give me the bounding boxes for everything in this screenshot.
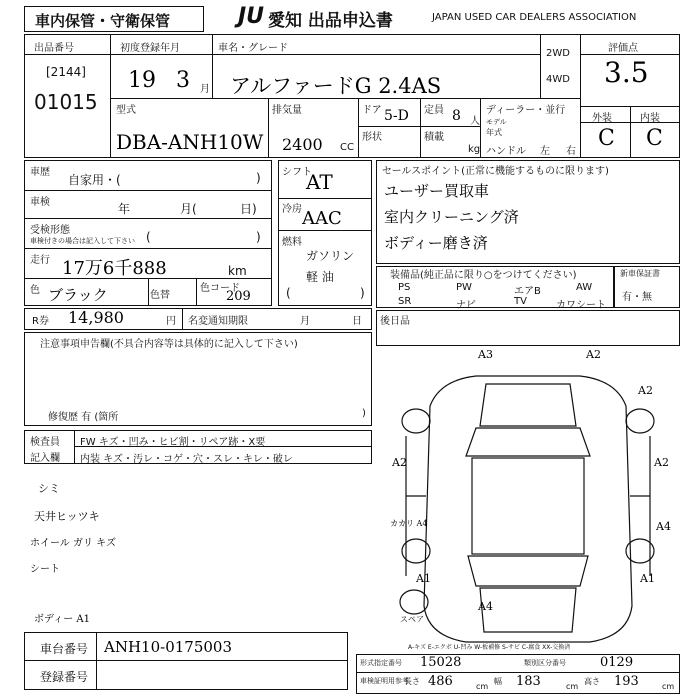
diagram-spare: スペア: [400, 615, 424, 624]
remark-5: ボディー A1: [34, 614, 90, 625]
mark-a1-right: A1: [640, 572, 655, 585]
spec-hei-value: 193: [614, 674, 639, 689]
capacity-label: 定員: [424, 105, 444, 116]
certificate-open: (: [146, 230, 151, 244]
aircon-value: AAC: [302, 208, 342, 229]
spec-len-unit: cm: [476, 682, 489, 691]
inspection-day: 日): [240, 202, 257, 216]
equipment-label: 装備品(純正品に限り○をつけてください): [390, 270, 577, 281]
form-title: 愛知 出品申込書: [268, 11, 393, 31]
mark-a2-left: A2: [392, 456, 407, 469]
shape-label: 形状: [362, 132, 382, 143]
notes-repair-close: ): [362, 408, 366, 419]
color-change-label: 色替: [150, 290, 170, 301]
score-label: 評価点: [608, 43, 638, 54]
lot-number: 01015: [34, 90, 98, 114]
registration-month-unit: 月: [200, 84, 210, 95]
warranty-label: 新車保証書: [620, 269, 660, 278]
shift-value: AT: [306, 170, 333, 194]
recycle-day: 日: [352, 316, 362, 327]
registration-year: 19: [128, 68, 156, 93]
mark-a2-right-top: A2: [638, 384, 653, 397]
load-unit: kg: [468, 144, 481, 155]
mark-a2-top: A2: [586, 348, 601, 361]
storage-label: 車内保管・守衛保管: [35, 12, 171, 30]
spec-cert-label: 車検証明用参考: [360, 677, 409, 685]
dealer-model-label: モデル: [486, 118, 507, 126]
certificate-note: 車検付きの場合は記入して下さい: [30, 237, 135, 245]
equip-seat: カワシート: [556, 300, 606, 311]
notes-repair: 修復歴 有 (箇所: [48, 412, 119, 423]
windshield: [466, 428, 590, 456]
inspection-label: 車検: [30, 197, 50, 208]
remark-4: シート: [30, 564, 60, 575]
warranty-value: 有・無: [622, 292, 652, 303]
color-code-value: 209: [226, 289, 251, 304]
inspection-year: 年: [118, 202, 131, 216]
fuel-gas: ガソリン: [306, 249, 355, 263]
inspector-label-2: 記入欄: [30, 453, 60, 464]
color-code-label: 色コード: [200, 283, 240, 294]
spec-type-value: 15028: [420, 655, 462, 670]
roof: [472, 458, 584, 554]
chassis-value: ANH10-0175003: [104, 638, 232, 656]
association-name: JAPAN USED CAR DEALERS ASSOCIATION: [432, 12, 637, 23]
shift-label: シフト: [282, 167, 312, 178]
drive-4wd: 4WD: [546, 74, 570, 85]
after-label: 後日品: [380, 316, 410, 327]
ext-value: C: [598, 126, 615, 151]
model-value: アルファードG 2.4AS: [230, 74, 442, 98]
sales-label: セールスポイント(正常に機能するものに限ります): [382, 166, 609, 177]
lot-label: 出品番号: [34, 43, 74, 54]
history-label: 車歴: [30, 167, 50, 178]
type-value: DBA-ANH10W: [116, 130, 264, 154]
spec-class-label: 類別区分番号: [524, 659, 566, 667]
displacement-value: 2400: [282, 135, 323, 154]
spec-class-value: 0129: [600, 655, 634, 670]
drive-2wd: 2WD: [546, 48, 570, 59]
int-label: 内装: [640, 113, 660, 124]
rear-glass: [468, 556, 588, 586]
spec-len-label: 長さ: [404, 677, 420, 686]
certificate-close: ): [256, 230, 261, 244]
mark-a1-left: A1: [416, 572, 431, 585]
notes-label: 注意事項申告欄(不具合内容等は具体的に記入して下さい): [40, 339, 298, 350]
type-label: 型式: [116, 105, 136, 116]
displacement-unit: CC: [340, 142, 354, 153]
dealer-year-label: 年式: [486, 128, 502, 137]
history-close: ): [256, 171, 261, 185]
fuel-close: ): [360, 286, 365, 300]
equip-tv: TV: [514, 296, 527, 307]
mark-a4-bottom: A4: [478, 600, 493, 613]
spec-hei-unit: cm: [662, 682, 675, 691]
handle-left: 左: [540, 146, 550, 157]
equip-pw: PW: [456, 282, 472, 293]
ext-label: 外装: [592, 113, 612, 124]
recycle-label: R券: [32, 316, 49, 327]
aircon-label: 冷房: [282, 204, 302, 215]
capacity-value: 8: [452, 108, 461, 124]
lot-code: [2144]: [46, 65, 86, 79]
chassis-label: 車台番号: [40, 642, 89, 656]
sales-item-2: 室内クリーニング済: [384, 208, 519, 226]
recycle-unit: 円: [166, 316, 176, 327]
spec-len-value: 486: [428, 674, 453, 689]
handle-right: 右: [566, 146, 576, 157]
color-value: ブラック: [48, 286, 108, 304]
recycle-month: 月: [300, 316, 310, 327]
spec-wid-value: 183: [516, 674, 541, 689]
fuel-label: 燃料: [282, 237, 302, 248]
sales-item-3: ボディー磨き済: [384, 234, 488, 252]
wheel-front-left: [402, 409, 430, 433]
spec-type-label: 形式指定番号: [360, 659, 402, 667]
spec-wid-label: 幅: [494, 677, 502, 686]
color-label: 色: [30, 285, 40, 296]
int-value: C: [646, 126, 663, 151]
fuel-open: (: [286, 286, 291, 300]
equip-airbag: エアB: [514, 286, 541, 297]
capacity-unit: 人: [470, 116, 480, 127]
mark-a4-right: A4: [656, 520, 671, 533]
certificate-label: 受検形態: [30, 225, 70, 236]
mark-a3: A3: [478, 348, 493, 361]
mileage-label: 走行: [30, 255, 50, 266]
displacement-label: 排気量: [272, 105, 302, 116]
plate-label: 登録番号: [40, 670, 89, 684]
equip-navi: ナビ: [456, 300, 476, 311]
after-box: [376, 310, 680, 346]
mileage-unit: km: [228, 264, 247, 278]
history-value: 自家用・(: [68, 173, 121, 187]
body-outline: [424, 376, 632, 642]
inspector-label-1: 検査員: [30, 437, 60, 448]
car-diagram: [376, 346, 680, 654]
inspector-row-1: FW キズ・凹み・ヒビ割・リペア跡・X要: [80, 437, 266, 448]
remark-2: 天井ヒッツキ: [34, 510, 100, 523]
doors-value: 5-D: [384, 108, 409, 124]
recycle-notice: 名変通知期限: [188, 316, 248, 327]
wheel-front-right: [626, 409, 654, 433]
remark-1: シミ: [38, 482, 60, 495]
storage-label-box: [24, 6, 204, 32]
mileage-value: 17万6千888: [62, 258, 167, 279]
recycle-value: 14,980: [68, 308, 124, 327]
doors-label: ドア: [362, 105, 382, 116]
mark-a4-left: カカリ A4: [390, 519, 428, 528]
load-label: 積載: [424, 132, 444, 143]
tailgate: [480, 588, 576, 632]
diagram-legend: A-キズ E-エクボ U-凹み W-板補修 S-サビ C-腐食 XX-交換済: [408, 644, 571, 651]
remark-3: ホイール ガリ キズ: [30, 538, 116, 549]
dealer-label: ディーラー・並行: [486, 105, 566, 116]
fuel-diesel: 軽 油: [306, 270, 334, 284]
dealer-handle-label: ハンドル: [486, 146, 526, 157]
score-value: 3.5: [604, 56, 649, 89]
equip-aw: AW: [576, 282, 593, 293]
model-label: 車名・グレード: [218, 43, 288, 54]
registration-month: 3: [176, 68, 190, 93]
inspection-month: 月(: [180, 202, 197, 216]
equip-ps: PS: [398, 282, 411, 293]
ju-logo: JU: [238, 4, 265, 29]
inspector-row-2: 内装 キズ・汚レ・コゲ・穴・スレ・キレ・破レ: [80, 454, 293, 465]
mark-a2-right: A2: [654, 456, 669, 469]
equip-sr: SR: [398, 296, 412, 307]
spec-wid-unit: cm: [566, 682, 579, 691]
hood: [480, 384, 576, 426]
registration-label: 初度登録年月: [120, 43, 180, 54]
spec-hei-label: 高さ: [584, 677, 600, 686]
sales-item-1: ユーザー買取車: [384, 182, 490, 200]
